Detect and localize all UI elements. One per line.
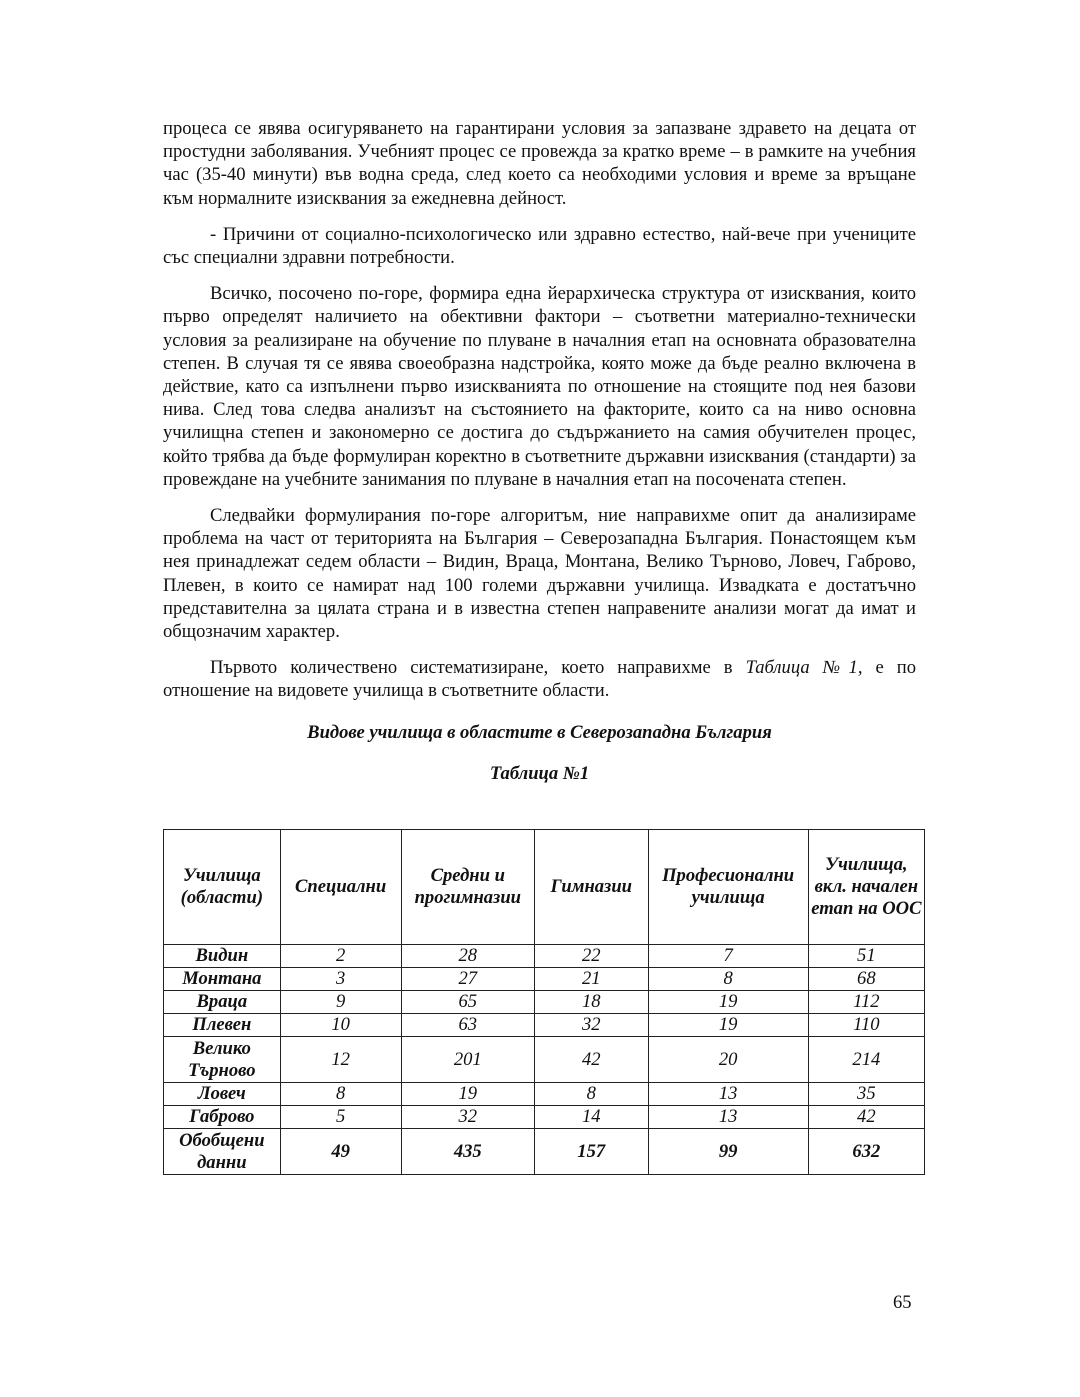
table-title: Видове училища в областите в Северозападна България — [307, 721, 772, 743]
paragraph-text: е по отношение на видовете училища в съответните области. — [163, 657, 916, 702]
table-row — [164, 1037, 925, 1083]
column-header: Професионални училища — [648, 830, 808, 945]
column-header: Училища (области) — [164, 830, 281, 945]
region-name: Габрово — [164, 1106, 281, 1129]
region-name: Ловеч — [164, 1083, 281, 1106]
region-name: Обобщени данни — [164, 1129, 281, 1175]
column-header: Училища, вкл. начален етап на ООС — [808, 830, 924, 945]
table-cell: 19 — [401, 1083, 534, 1106]
table-cell: 13 — [648, 1106, 808, 1129]
table-cell: 214 — [808, 1037, 924, 1083]
table-cell: 110 — [808, 1014, 924, 1037]
table-cell: 3 — [280, 968, 401, 991]
paragraph: - Причини от социално-психологическо или здравно естество, най-вече при учениците със специални здравни потребности. — [163, 223, 916, 269]
table-cell: 27 — [401, 968, 534, 991]
table-cell: 42 — [534, 1037, 648, 1083]
table-cell: 32 — [401, 1106, 534, 1129]
table-cell: 8 — [648, 968, 808, 991]
table-row — [164, 1083, 925, 1106]
paragraph — [163, 656, 916, 702]
table-cell: 65 — [401, 991, 534, 1014]
table-row — [164, 945, 925, 968]
page-body — [163, 117, 916, 799]
table-cell: 7 — [648, 945, 808, 968]
region-name: Велико Търново — [164, 1037, 281, 1083]
table-row — [164, 1106, 925, 1129]
column-header: Специални — [280, 830, 401, 945]
table-cell: 28 — [401, 945, 534, 968]
column-header: Гимназии — [534, 830, 648, 945]
table-cell: 8 — [534, 1083, 648, 1106]
table-row — [164, 991, 925, 1014]
paragraph: Всичко, посочено по-горе, формира една йерархическа структура от изисквания, които първо определят наличието на обективни фактори – съответни материално-технически условия за реализиране на обучение по плуване в началния етап на основната образователна степен. В случая тя се явява своеобразна надстройка, която може да бъде реално включена в действие, като са изпълнени първо изискванията по отношение на стоящите под нея базови нива. След това следва анализът на състоянието на факторите, които са на ниво основна училищна степен и закономерно се достига до съдържанието на самия обучителен процес, който трябва да бъде формулиран коректно в съответните държавни изисквания (стандарти) за провеждане на учебните занимания по плуване в началния етап на посочената степен. — [163, 283, 916, 490]
column-header: Средни и прогимназии — [401, 830, 534, 945]
table-cell: 49 — [280, 1129, 401, 1175]
paragraph: процеса се явява осигуряването на гарантирани условия за запазване здравето на децата от простудни заболявания. Учебният процес се провежда за кратко време – в рамките на учебния час (35-40 минути) във водна среда, след което са необходими условия и време за връщане към нормалните изисквания за ежедневна дейност. — [163, 118, 916, 209]
region-name: Видин — [164, 945, 281, 968]
table-cell: 8 — [280, 1083, 401, 1106]
table-cell: 201 — [401, 1037, 534, 1083]
table-cell: 18 — [534, 991, 648, 1014]
table-cell: 5 — [280, 1106, 401, 1129]
region-name: Плевен — [164, 1014, 281, 1037]
table-cell: 20 — [648, 1037, 808, 1083]
table-cell: 22 — [534, 945, 648, 968]
table-cell: 13 — [648, 1083, 808, 1106]
table-cell: 19 — [648, 1014, 808, 1037]
table-cell: 32 — [534, 1014, 648, 1037]
page-number: 65 — [893, 1292, 912, 1313]
table-cell: 51 — [808, 945, 924, 968]
table-cell: 35 — [808, 1083, 924, 1106]
table-row — [164, 968, 925, 991]
table-cell: 435 — [401, 1129, 534, 1175]
table-cell: 21 — [534, 968, 648, 991]
table-cell: 10 — [280, 1014, 401, 1037]
table-cell: 112 — [808, 991, 924, 1014]
table-cell: 12 — [280, 1037, 401, 1083]
table-cell: 68 — [808, 968, 924, 991]
table-total-row — [164, 1129, 925, 1175]
table-cell: 42 — [808, 1106, 924, 1129]
paragraph: Следвайки формулирания по-горе алгоритъм, ние направихме опит да анализираме проблема на част от територията на България – Северозападна България. Понастоящем към нея принадлежат седем области – Видин, Враца, Монтана, Велико Търново, Ловеч, Габрово, Плевен, в които се намират над 100 големи държавни училища. Извадката е достатъчно представителна за цялата страна и в известна степен направените анализи могат да имат и общозначим характер. — [163, 505, 916, 643]
table-cell: 2 — [280, 945, 401, 968]
table-cell: 63 — [401, 1014, 534, 1037]
schools-table — [163, 829, 925, 1175]
table-cell: 99 — [648, 1129, 808, 1175]
paragraph-text: Първото количествено систематизиране, което направихме в — [210, 657, 746, 679]
table-label: Таблица №1 — [489, 762, 590, 784]
table-cell: 19 — [648, 991, 808, 1014]
region-name: Враца — [164, 991, 281, 1014]
table-cell: 632 — [808, 1129, 924, 1175]
table-header-row — [164, 830, 925, 945]
table-cell: 9 — [280, 991, 401, 1014]
table-cell: 157 — [534, 1129, 648, 1175]
table-cell: 14 — [534, 1106, 648, 1129]
region-name: Монтана — [164, 968, 281, 991]
table-reference: Таблица №1, — [745, 657, 863, 679]
table-row — [164, 1014, 925, 1037]
